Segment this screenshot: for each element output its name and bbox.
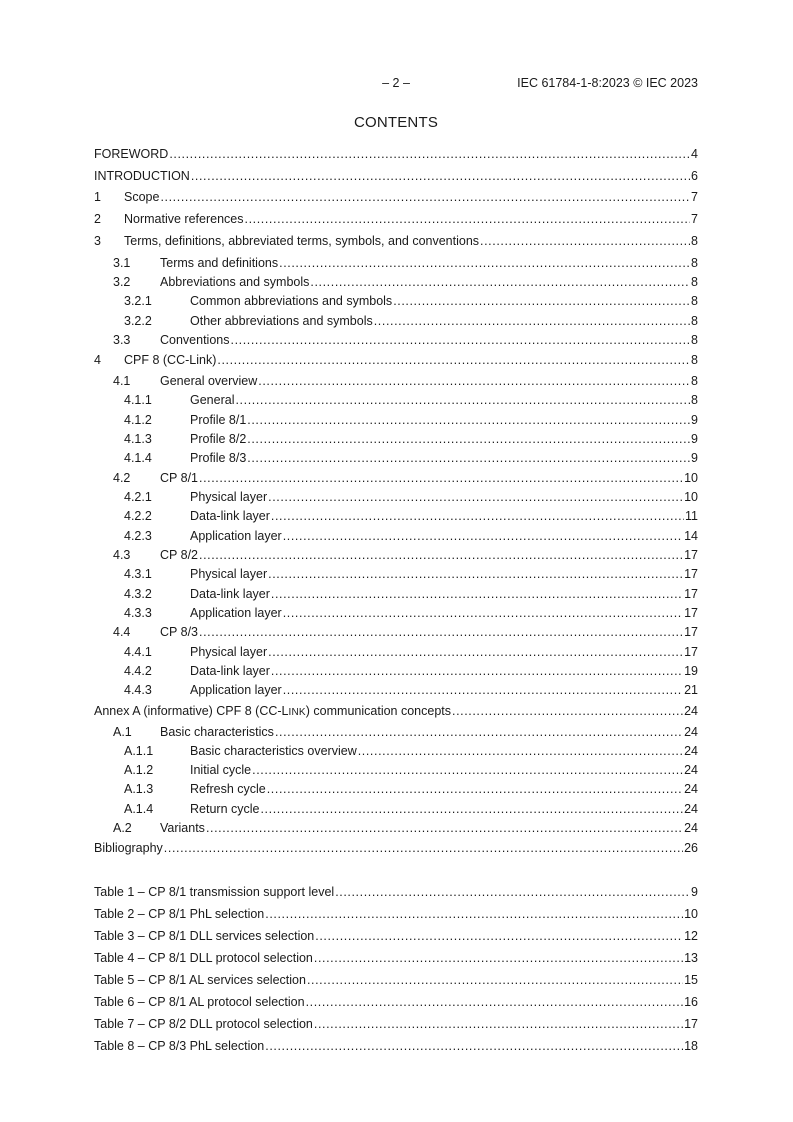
- toc-entry-page: 19: [684, 664, 698, 678]
- toc-entry-number: 4.2.2: [124, 509, 152, 523]
- toc-entry-label: Scope: [124, 190, 160, 204]
- table-entry-page: 9: [691, 885, 698, 899]
- toc-entry-label: Physical layer: [190, 490, 268, 504]
- toc-entry-introduction[interactable]: [94, 167, 698, 185]
- toc-entry-number: 3: [94, 234, 101, 248]
- leader-dots: [169, 145, 690, 163]
- toc-entry-a-2[interactable]: [94, 819, 698, 837]
- toc-entry-table-3[interactable]: [94, 927, 698, 945]
- toc-entry-1[interactable]: [94, 188, 698, 206]
- toc-entry-label: Variants: [160, 821, 205, 835]
- leader-dots: [358, 742, 683, 760]
- toc-entry-label: Application layer: [190, 683, 282, 697]
- toc-entry-label: INTRODUCTION: [94, 169, 190, 183]
- toc-entry-label: FOREWORD: [94, 147, 169, 161]
- toc-entry-4-4-1[interactable]: [94, 643, 698, 661]
- toc-entry-label: Bibliography: [94, 841, 163, 855]
- toc-entry-page: 8: [691, 234, 698, 248]
- toc-entry-number: 3.2.1: [124, 294, 152, 308]
- table-entry-page: 10: [684, 907, 698, 921]
- toc-entry-3-2-2[interactable]: [94, 312, 698, 330]
- toc-entry-4-1-3[interactable]: [94, 430, 698, 448]
- leader-dots: [258, 372, 690, 390]
- toc-entry-label: Profile 8/1: [190, 413, 247, 427]
- toc-entry-number: 4.1: [113, 374, 131, 388]
- leader-dots: [245, 210, 691, 228]
- leader-dots: [314, 949, 683, 967]
- leader-dots: [480, 232, 690, 250]
- toc-entry-4-1-2[interactable]: [94, 411, 698, 429]
- toc-entry-3-3[interactable]: [94, 331, 698, 349]
- leader-dots: [160, 188, 690, 206]
- toc-entry-page: 17: [684, 587, 698, 601]
- table-entry-label: Table 8 – CP 8/3 PhL selection: [94, 1039, 265, 1053]
- leader-dots: [199, 546, 683, 564]
- toc-entry-page: 8: [691, 393, 698, 407]
- table-entry-page: 18: [684, 1039, 698, 1053]
- toc-entry-3-1[interactable]: [94, 254, 698, 272]
- toc-entry-4[interactable]: [94, 351, 698, 369]
- leader-dots: [283, 527, 683, 545]
- toc-entry-page: 8: [691, 314, 698, 328]
- toc-entry-page: 8: [691, 256, 698, 270]
- toc-entry-table-2[interactable]: [94, 905, 698, 923]
- toc-entry-annex-a[interactable]: [94, 702, 698, 720]
- toc-entry-page: 8: [691, 333, 698, 347]
- toc-entry-bibliography[interactable]: [94, 839, 698, 857]
- leader-dots: [206, 819, 683, 837]
- table-entry-page: 13: [684, 951, 698, 965]
- toc-entry-label: Data-link layer: [190, 587, 270, 601]
- leader-dots: [271, 662, 683, 680]
- toc-entry-page: 17: [684, 606, 698, 620]
- leader-dots: [252, 761, 683, 779]
- toc-entry-number: 4.1.4: [124, 451, 152, 465]
- toc-entry-label: Physical layer: [190, 645, 268, 659]
- page-header: [94, 76, 698, 92]
- toc-entry-3-2-1[interactable]: [94, 292, 698, 310]
- toc-entry-number: A.1.1: [124, 744, 154, 758]
- toc-entry-label: Profile 8/2: [190, 432, 247, 446]
- leader-dots: [315, 927, 683, 945]
- toc-entry-page: 4: [691, 147, 698, 161]
- toc-entry-number: A.2: [113, 821, 132, 835]
- toc-entry-a-1-1[interactable]: [94, 742, 698, 760]
- toc-entry-table-7[interactable]: [94, 1015, 698, 1033]
- toc-entry-page: 24: [684, 821, 698, 835]
- toc-entry-page: 17: [684, 567, 698, 581]
- toc-entry-table-6[interactable]: [94, 993, 698, 1011]
- toc-entry-number: A.1.3: [124, 782, 154, 796]
- leader-dots: [267, 780, 683, 798]
- toc-entry-4-3-3[interactable]: [94, 604, 698, 622]
- toc-entry-page: 9: [691, 413, 698, 427]
- toc-entry-number: 4.1.2: [124, 413, 152, 427]
- toc-entry-number: A.1.2: [124, 763, 154, 777]
- toc-entry-a-1-3[interactable]: [94, 780, 698, 798]
- leader-dots: [247, 430, 690, 448]
- leader-dots: [231, 331, 691, 349]
- leader-dots: [260, 800, 683, 818]
- toc-entry-number: 3.1: [113, 256, 131, 270]
- toc-entry-page: 10: [684, 490, 698, 504]
- leader-dots: [191, 167, 690, 185]
- leader-dots: [217, 351, 690, 369]
- toc-entry-page: 10: [684, 471, 698, 485]
- toc-entry-page: 24: [684, 763, 698, 777]
- leader-dots: [268, 488, 683, 506]
- toc-entry-3[interactable]: [94, 232, 698, 250]
- toc-entry-number: 4.3.3: [124, 606, 152, 620]
- toc-entry-number: 4.2: [113, 471, 131, 485]
- toc-entry-table-8[interactable]: [94, 1037, 698, 1055]
- toc-entry-label: Abbreviations and symbols: [160, 275, 310, 289]
- table-entry-label: Table 7 – CP 8/2 DLL protocol selection: [94, 1017, 313, 1031]
- leader-dots: [271, 585, 683, 603]
- toc-entry-4-2-1[interactable]: [94, 488, 698, 506]
- toc-entry-label: Common abbreviations and symbols: [190, 294, 393, 308]
- toc-entry-page: 24: [684, 782, 698, 796]
- toc-entry-page: 11: [685, 509, 698, 523]
- leader-dots: [452, 702, 683, 720]
- leader-dots: [307, 971, 683, 989]
- toc-entry-page: 8: [691, 294, 698, 308]
- annex-label-text-end: ) communication concepts: [305, 704, 451, 718]
- toc-entry-label: CPF 8 (CC-Link): [124, 353, 217, 367]
- annex-label-smallcaps: INK: [288, 707, 306, 718]
- leader-dots: [271, 507, 684, 525]
- leader-dots: [268, 565, 683, 583]
- toc-entry-page: 24: [684, 704, 698, 718]
- toc-entry-number: 4.3.1: [124, 567, 152, 581]
- toc-entry-number: 3.2: [113, 275, 131, 289]
- toc-entry-number: 4.2.3: [124, 529, 152, 543]
- leader-dots: [306, 993, 684, 1011]
- toc-entry-table-5[interactable]: [94, 971, 698, 989]
- annex-label-text: Annex A (informative) CPF 8 (CC-L: [94, 704, 289, 718]
- table-entry-page: 15: [684, 973, 698, 987]
- toc-entry-table-1[interactable]: [94, 883, 698, 901]
- toc-entry-4-2-3[interactable]: [94, 527, 698, 545]
- toc-entry-label: Physical layer: [190, 567, 268, 581]
- toc-entry-table-4[interactable]: [94, 949, 698, 967]
- toc-entry-page: 7: [691, 212, 698, 226]
- toc-entry-label: Profile 8/3: [190, 451, 247, 465]
- table-entry-label: Table 1 – CP 8/1 transmission support level: [94, 885, 335, 899]
- leader-dots: [310, 273, 690, 291]
- toc-entry-label: CP 8/2: [160, 548, 198, 562]
- leader-dots: [268, 643, 683, 661]
- toc-entry-label: Conventions: [160, 333, 230, 347]
- toc-entry-label: Other abbreviations and symbols: [190, 314, 373, 328]
- toc-entry-number: 4.4.2: [124, 664, 152, 678]
- page-title: CONTENTS: [353, 114, 439, 131]
- toc-entry-label: General: [190, 393, 235, 407]
- toc-entry-label: Terms, definitions, abbreviated terms, symbols, and conventions: [124, 234, 480, 248]
- toc-entry-number: A.1: [113, 725, 132, 739]
- toc-entry-4-3-1[interactable]: [94, 565, 698, 583]
- table-entry-label: Table 6 – CP 8/1 AL protocol selection: [94, 995, 305, 1009]
- toc-entry-number: 4.4.1: [124, 645, 152, 659]
- toc-entry-label: Return cycle: [190, 802, 260, 816]
- table-entry-label: Table 2 – CP 8/1 PhL selection: [94, 907, 265, 921]
- toc-entry-label: Data-link layer: [190, 664, 270, 678]
- toc-entry-page: 17: [684, 645, 698, 659]
- toc-entry-label: Normative references: [124, 212, 244, 226]
- toc-entry-4-4-2[interactable]: [94, 662, 698, 680]
- leader-dots: [283, 604, 683, 622]
- toc-entry-label: Basic characteristics: [160, 725, 274, 739]
- toc-entry-4-2-2[interactable]: [94, 507, 698, 525]
- toc-entry-4-4-3[interactable]: [94, 681, 698, 699]
- toc-entry-label: Initial cycle: [190, 763, 252, 777]
- leader-dots: [275, 723, 683, 741]
- leader-dots: [199, 623, 683, 641]
- leader-dots: [265, 905, 683, 923]
- leader-dots: [374, 312, 690, 330]
- toc-entry-number: 3.3: [113, 333, 131, 347]
- toc-entry-4-1[interactable]: [94, 372, 698, 390]
- toc-entry-a-1[interactable]: [94, 723, 698, 741]
- table-entry-label: Table 5 – CP 8/1 AL services selection: [94, 973, 306, 987]
- toc-entry-label: CP 8/1: [160, 471, 198, 485]
- toc-entry-4-3-2[interactable]: [94, 585, 698, 603]
- page-number: – 2 –: [382, 76, 410, 90]
- leader-dots: [283, 681, 683, 699]
- toc-entry-page: 17: [684, 625, 698, 639]
- toc-entry-a-1-4[interactable]: [94, 800, 698, 818]
- leader-dots: [393, 292, 690, 310]
- toc-entry-number: 2: [94, 212, 101, 226]
- toc-entry-page: 6: [691, 169, 698, 183]
- toc-entry-4-3[interactable]: [94, 546, 698, 564]
- toc-entry-label: Application layer: [190, 606, 282, 620]
- toc-entry-label: [94, 702, 451, 722]
- toc-entry-number: 1: [94, 190, 101, 204]
- toc-entry-page: 24: [684, 744, 698, 758]
- toc-entry-page: 9: [691, 451, 698, 465]
- leader-dots: [164, 839, 683, 857]
- leader-dots: [265, 1037, 683, 1055]
- toc-entry-page: 24: [684, 725, 698, 739]
- toc-entry-number: 3.2.2: [124, 314, 152, 328]
- toc-entry-page: 8: [691, 374, 698, 388]
- toc-entry-page: 8: [691, 275, 698, 289]
- leader-dots: [247, 449, 690, 467]
- toc-entry-number: 4: [94, 353, 101, 367]
- toc-entry-3-2[interactable]: [94, 273, 698, 291]
- toc-entry-number: 4.2.1: [124, 490, 152, 504]
- toc-entry-a-1-2[interactable]: [94, 761, 698, 779]
- toc-entry-label: Data-link layer: [190, 509, 270, 523]
- toc-entry-number: 4.4: [113, 625, 131, 639]
- table-entry-label: Table 3 – CP 8/1 DLL services selection: [94, 929, 315, 943]
- table-entry-page: 12: [684, 929, 698, 943]
- table-entry-label: Table 4 – CP 8/1 DLL protocol selection: [94, 951, 313, 965]
- toc-entry-number: 4.1.3: [124, 432, 152, 446]
- toc-entry-page: 26: [684, 841, 698, 855]
- toc-entry-page: 14: [684, 529, 698, 543]
- toc-entry-4-1-4[interactable]: [94, 449, 698, 467]
- toc-entry-label: General overview: [160, 374, 258, 388]
- toc-entry-number: 4.3.2: [124, 587, 152, 601]
- toc-entry-2[interactable]: [94, 210, 698, 228]
- toc-entry-number: 4.3: [113, 548, 131, 562]
- leader-dots: [235, 391, 690, 409]
- leader-dots: [247, 411, 690, 429]
- toc-entry-4-4[interactable]: [94, 623, 698, 641]
- toc-entry-page: 7: [691, 190, 698, 204]
- toc-entry-foreword[interactable]: [94, 145, 698, 163]
- document-id: IEC 61784-1-8:2023 © IEC 2023: [517, 76, 698, 90]
- toc-entry-label: CP 8/3: [160, 625, 198, 639]
- toc-entry-label: Application layer: [190, 529, 282, 543]
- toc-entry-label: Refresh cycle: [190, 782, 266, 796]
- leader-dots: [279, 254, 690, 272]
- leader-dots: [199, 469, 683, 487]
- toc-entry-number: 4.4.3: [124, 683, 152, 697]
- toc-entry-page: 21: [684, 683, 698, 697]
- toc-entry-page: 24: [684, 802, 698, 816]
- toc-entry-page: 8: [691, 353, 698, 367]
- leader-dots: [314, 1015, 683, 1033]
- toc-entry-number: A.1.4: [124, 802, 154, 816]
- toc-entry-number: 4.1.1: [124, 393, 152, 407]
- toc-entry-page: 17: [684, 548, 698, 562]
- leader-dots: [335, 883, 690, 901]
- table-entry-page: 16: [684, 995, 698, 1009]
- table-entry-page: 17: [684, 1017, 698, 1031]
- toc-entry-label: Basic characteristics overview: [190, 744, 357, 758]
- toc-entry-label: Terms and definitions: [160, 256, 279, 270]
- toc-entry-page: 9: [691, 432, 698, 446]
- toc-entry-4-2[interactable]: [94, 469, 698, 487]
- toc-entry-4-1-1[interactable]: [94, 391, 698, 409]
